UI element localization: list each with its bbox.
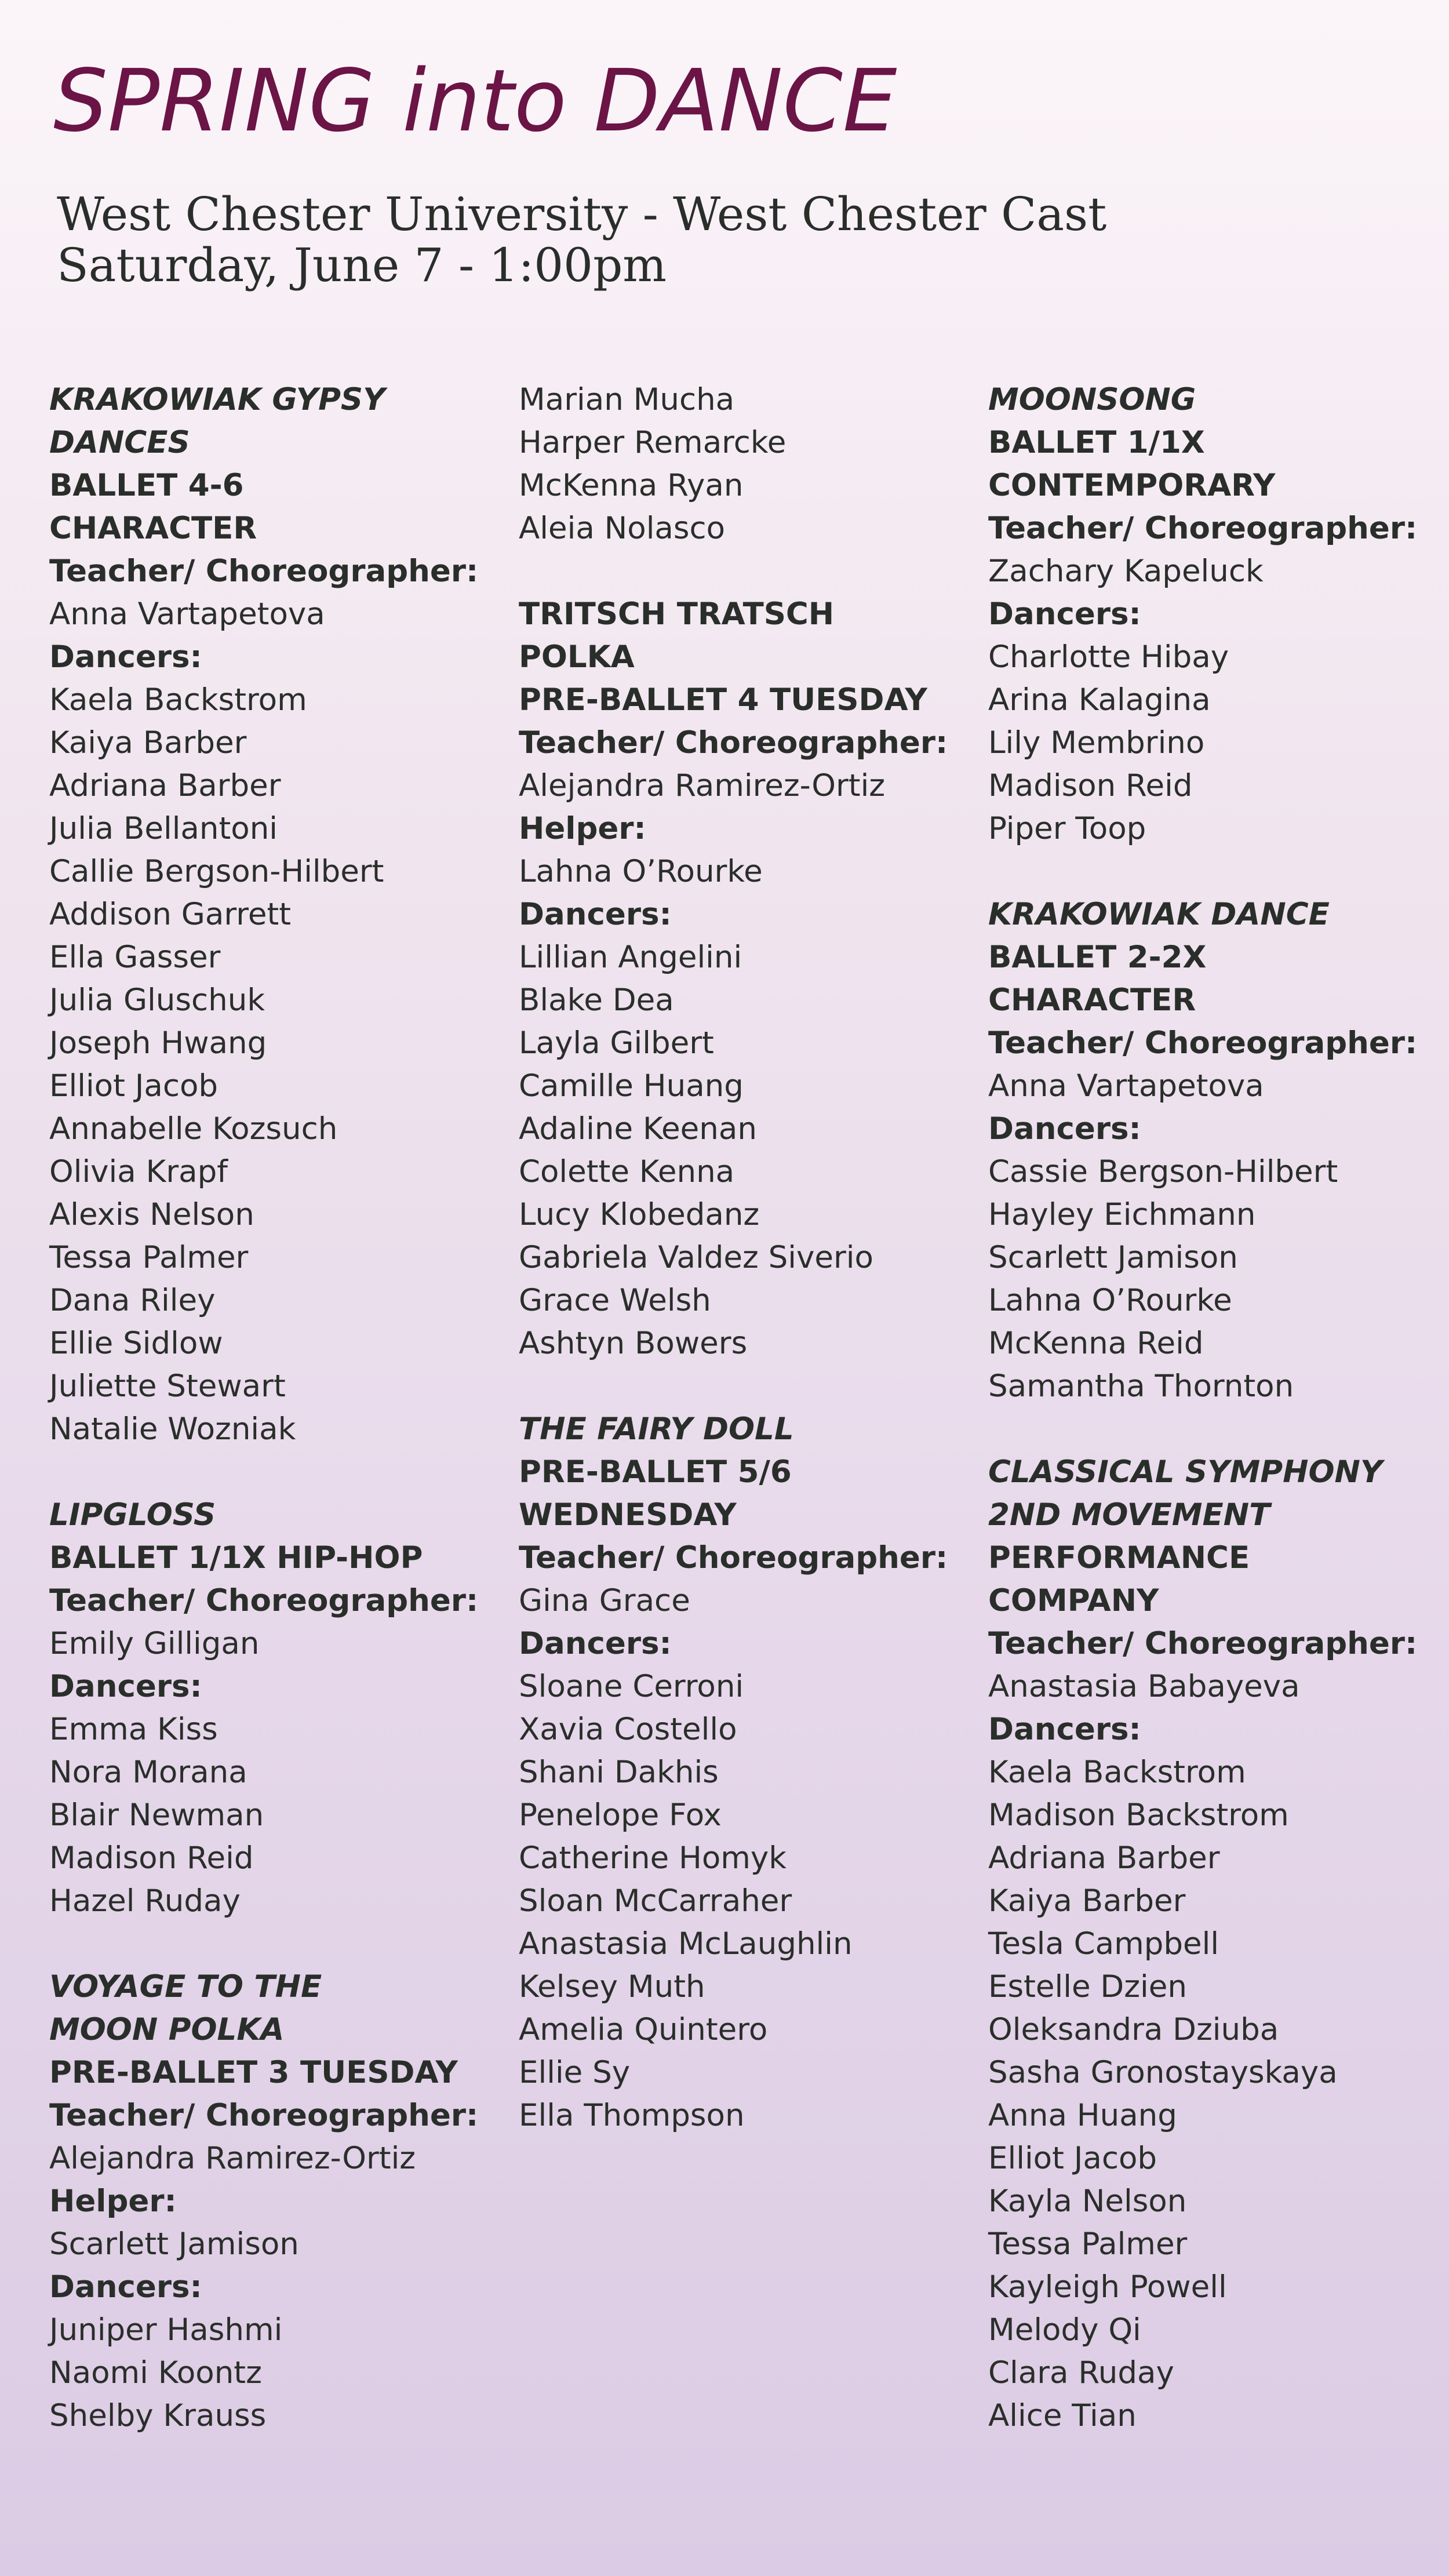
person-name: Olivia Krapf [49, 1154, 228, 1189]
person-name: Aleia Nolasco [519, 511, 726, 546]
person-name: Ella Thompson [519, 2098, 745, 2133]
person-name: Oleksandra Dziuba [988, 2012, 1279, 2047]
dance-title: LIPGLOSS [49, 1497, 216, 1533]
event-date-time: Saturday, June 7 - 1:00pm [57, 238, 667, 292]
role-label: Dancers: [988, 1111, 1141, 1147]
person-name: Amelia Quintero [519, 2012, 768, 2047]
person-name: Scarlett Jamison [49, 2226, 299, 2262]
person-name: Harper Remarcke [519, 425, 787, 460]
dance-title: THE FAIRY DOLL [519, 1411, 794, 1447]
program-column-2 [519, 379, 959, 2137]
person-name: Anna Vartapetova [49, 596, 325, 632]
person-name: Callie Bergson-Hilbert [49, 854, 384, 889]
dance-title: VOYAGE TO THE [49, 1969, 322, 2004]
person-name: Sloan McCarraher [519, 1883, 792, 1919]
class-name: PRE-BALLET 3 TUESDAY [49, 2055, 458, 2090]
program-column-3 [988, 379, 1429, 2437]
role-label: Teacher/ Choreographer: [519, 725, 948, 761]
person-name: Julia Bellantoni [49, 811, 278, 846]
role-label: Teacher/ Choreographer: [988, 1025, 1418, 1061]
class-name: WEDNESDAY [519, 1497, 737, 1533]
person-name: Anna Huang [988, 2098, 1177, 2133]
section-spacer [988, 1408, 1429, 1451]
class-name: PRE-BALLET 4 TUESDAY [519, 682, 927, 718]
role-label: Teacher/ Choreographer: [519, 1540, 948, 1576]
person-name: Ashtyn Bowers [519, 1326, 748, 1361]
person-name: Tesla Campbell [988, 1926, 1219, 1962]
person-name: Lahna O’Rourke [988, 1283, 1232, 1318]
person-name: Ella Gasser [49, 940, 221, 975]
program-column-1 [49, 379, 490, 2437]
person-name: Anna Vartapetova [988, 1068, 1264, 1104]
person-name: Penelope Fox [519, 1798, 722, 1833]
dance-title: CLASSICAL SYMPHONY [988, 1454, 1383, 1490]
role-label: Dancers: [988, 1712, 1141, 1747]
person-name: Kaela Backstrom [988, 1755, 1246, 1790]
person-name: Tessa Palmer [988, 2226, 1188, 2262]
person-name: Arina Kalagina [988, 682, 1211, 718]
person-name: Addison Garrett [49, 897, 292, 932]
person-name: Gina Grace [519, 1583, 690, 1618]
class-name: CONTEMPORARY [988, 468, 1276, 503]
class-name: TRITSCH TRATSCH [519, 596, 835, 632]
class-name: POLKA [519, 639, 635, 675]
person-name: Shani Dakhis [519, 1755, 719, 1790]
class-name: BALLET 4-6 [49, 468, 244, 503]
person-name: Juliette Stewart [49, 1369, 286, 1404]
person-name: Kaiya Barber [49, 725, 247, 761]
class-name: BALLET 1/1X [988, 425, 1205, 460]
person-name: Marian Mucha [519, 382, 735, 417]
class-name: COMPANY [988, 1583, 1159, 1618]
person-name: Alice Tian [988, 2398, 1137, 2433]
person-name: Natalie Wozniak [49, 1411, 296, 1447]
section-spacer [519, 1365, 959, 1408]
role-label: Dancers: [49, 1669, 202, 1704]
person-name: Anastasia McLaughlin [519, 1926, 853, 1962]
person-name: Nora Morana [49, 1755, 247, 1790]
person-name: Blair Newman [49, 1798, 264, 1833]
person-name: Elliot Jacob [988, 2141, 1157, 2176]
person-name: Sasha Gronostayskaya [988, 2055, 1338, 2090]
person-name: Piper Toop [988, 811, 1146, 846]
person-name: Clara Ruday [988, 2355, 1174, 2391]
person-name: Adriana Barber [49, 768, 281, 803]
person-name: Emily Gilligan [49, 1626, 260, 1661]
event-venue: West Chester University - West Chester Cast [57, 187, 1107, 241]
dance-title: 2ND MOVEMENT [988, 1497, 1270, 1533]
person-name: Lily Membrino [988, 725, 1205, 761]
role-label: Dancers: [519, 897, 672, 932]
person-name: Alejandra Ramirez-Ortiz [49, 2141, 416, 2176]
role-label: Teacher/ Choreographer: [49, 554, 479, 589]
person-name: Scarlett Jamison [988, 1240, 1238, 1275]
person-name: Kayleigh Powell [988, 2269, 1227, 2305]
role-label: Teacher/ Choreographer: [988, 1626, 1418, 1661]
person-name: Melody Qi [988, 2312, 1141, 2348]
person-name: Lahna O’Rourke [519, 854, 763, 889]
person-name: Catherine Homyk [519, 1840, 787, 1876]
person-name: Madison Reid [49, 1840, 254, 1876]
person-name: Kelsey Muth [519, 1969, 705, 2004]
person-name: Cassie Bergson-Hilbert [988, 1154, 1338, 1189]
role-label: Teacher/ Choreographer: [988, 511, 1418, 546]
role-label: Teacher/ Choreographer: [49, 2098, 479, 2133]
role-label: Dancers: [49, 2269, 202, 2305]
person-name: McKenna Ryan [519, 468, 744, 503]
class-name: PRE-BALLET 5/6 [519, 1454, 792, 1490]
person-name: Ellie Sidlow [49, 1326, 223, 1361]
person-name: Estelle Dzien [988, 1969, 1187, 2004]
class-name: CHARACTER [988, 983, 1196, 1018]
class-name: BALLET 2-2X [988, 940, 1207, 975]
role-label: Dancers: [988, 596, 1141, 632]
class-name: PERFORMANCE [988, 1540, 1250, 1576]
person-name: Sloane Cerroni [519, 1669, 744, 1704]
person-name: Adaline Keenan [519, 1111, 757, 1147]
person-name: Xavia Costello [519, 1712, 737, 1747]
dance-title: MOON POLKA [49, 2012, 285, 2047]
person-name: Shelby Krauss [49, 2398, 267, 2433]
person-name: Naomi Koontz [49, 2355, 262, 2391]
person-name: Zachary Kapeluck [988, 554, 1264, 589]
person-name: Alexis Nelson [49, 1197, 254, 1232]
section-spacer [49, 1451, 490, 1494]
person-name: Annabelle Kozsuch [49, 1111, 338, 1147]
person-name: Emma Kiss [49, 1712, 218, 1747]
person-name: Joseph Hwang [49, 1025, 267, 1061]
person-name: Adriana Barber [988, 1840, 1220, 1876]
role-label: Helper: [519, 811, 646, 846]
dance-title: MOONSONG [988, 382, 1196, 417]
person-name: Madison Backstrom [988, 1798, 1289, 1833]
person-name: Colette Kenna [519, 1154, 735, 1189]
person-name: Ellie Sy [519, 2055, 631, 2090]
person-name: Madison Reid [988, 768, 1193, 803]
person-name: McKenna Reid [988, 1326, 1204, 1361]
class-name: BALLET 1/1X HIP-HOP [49, 1540, 423, 1576]
person-name: Samantha Thornton [988, 1369, 1294, 1404]
person-name: Hayley Eichmann [988, 1197, 1256, 1232]
role-label: Teacher/ Choreographer: [49, 1583, 479, 1618]
person-name: Kaela Backstrom [49, 682, 307, 718]
person-name: Grace Welsh [519, 1283, 711, 1318]
section-spacer [988, 850, 1429, 893]
person-name: Charlotte Hibay [988, 639, 1229, 675]
dance-title: KRAKOWIAK DANCE [988, 897, 1330, 932]
role-label: Dancers: [49, 639, 202, 675]
person-name: Hazel Ruday [49, 1883, 241, 1919]
person-name: Anastasia Babayeva [988, 1669, 1300, 1704]
role-label: Dancers: [519, 1626, 672, 1661]
page-title: SPRING into DANCE [53, 51, 897, 151]
class-name: CHARACTER [49, 511, 257, 546]
role-label: Helper: [49, 2184, 177, 2219]
person-name: Lucy Klobedanz [519, 1197, 760, 1232]
person-name: Camille Huang [519, 1068, 744, 1104]
person-name: Dana Riley [49, 1283, 216, 1318]
person-name: Gabriela Valdez Siverio [519, 1240, 873, 1275]
person-name: Kayla Nelson [988, 2184, 1187, 2219]
person-name: Layla Gilbert [519, 1025, 714, 1061]
dance-title: DANCES [49, 425, 190, 460]
person-name: Blake Dea [519, 983, 674, 1018]
person-name: Julia Gluschuk [49, 983, 265, 1018]
person-name: Tessa Palmer [49, 1240, 249, 1275]
person-name: Lillian Angelini [519, 940, 742, 975]
person-name: Elliot Jacob [49, 1068, 219, 1104]
person-name: Alejandra Ramirez-Ortiz [519, 768, 886, 803]
person-name: Kaiya Barber [988, 1883, 1186, 1919]
person-name: Juniper Hashmi [49, 2312, 283, 2348]
section-spacer [519, 550, 959, 593]
dance-title: KRAKOWIAK GYPSY [49, 382, 385, 417]
section-spacer [49, 1923, 490, 1966]
